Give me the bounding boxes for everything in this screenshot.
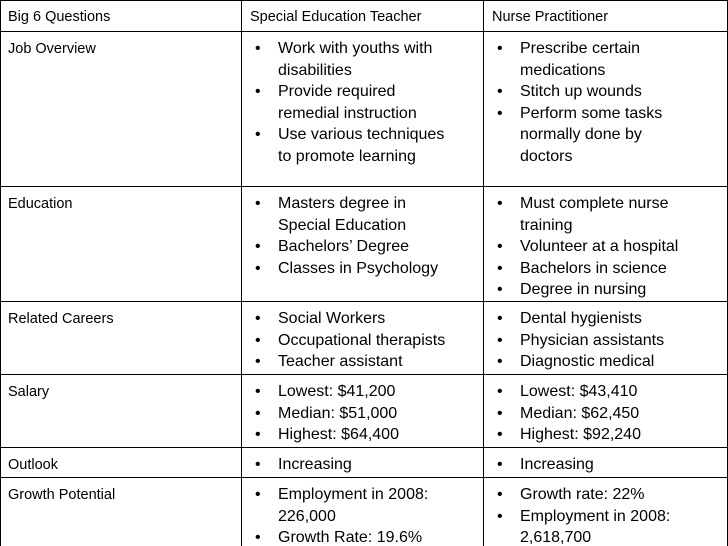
bullet-icon: • — [497, 353, 503, 371]
bullet-icon: • — [255, 383, 261, 400]
bullet-icon: • — [255, 195, 261, 212]
list-item-text: Occupational therapists — [278, 331, 446, 349]
list-item-text: Employment in 2008: 2,618,700 — [520, 507, 671, 546]
teacher-cell — [250, 478, 480, 546]
list-item-text: Increasing — [520, 456, 594, 473]
row-label: Education — [8, 196, 73, 212]
list-item-text: Diagnostic medical — [520, 353, 655, 371]
bullet-icon: • — [255, 331, 261, 349]
bullet-icon: • — [497, 281, 503, 299]
nurse-cell — [492, 302, 724, 373]
bullet-icon: • — [255, 83, 261, 101]
list-item-text: Social Workers — [278, 310, 386, 327]
list-item — [492, 308, 724, 330]
nurse-cell — [492, 32, 724, 168]
bullet-icon: • — [497, 83, 503, 101]
header-special-education-teacher: Special Education Teacher — [250, 9, 422, 25]
row-label: Growth Potential — [8, 487, 116, 503]
nurse-cell — [492, 375, 724, 446]
list-item — [492, 236, 724, 258]
teacher-cell — [250, 187, 480, 279]
list-item — [492, 454, 724, 476]
list-item — [492, 103, 724, 168]
list-item — [250, 236, 480, 258]
row-label: Salary — [8, 384, 50, 400]
bullet-icon: • — [497, 310, 503, 327]
list-item — [250, 527, 480, 546]
header-questions: Big 6 Questions — [8, 9, 111, 25]
list-item — [492, 403, 724, 425]
list-item — [250, 381, 480, 403]
list-item — [492, 484, 724, 506]
list-item-text: Classes in Psychology — [278, 259, 439, 277]
table-row-outlook — [0, 447, 728, 477]
list-item-text: Growth rate: 22% — [520, 486, 645, 503]
bullet-icon: • — [497, 40, 503, 57]
list-item — [250, 330, 480, 352]
bullet-icon: • — [497, 331, 503, 349]
list-item — [492, 330, 724, 352]
list-item-text: Teacher assistant — [278, 353, 403, 371]
list-item-text: Growth Rate: 19.6% — [278, 529, 423, 546]
list-item-text: Highest: $64,400 — [278, 426, 399, 444]
bullet-icon: • — [255, 456, 261, 473]
list-item — [250, 351, 480, 373]
list-item — [492, 38, 724, 81]
teacher-cell — [250, 375, 480, 446]
list-item-text: Masters degree in Special Education — [278, 195, 407, 234]
list-item — [250, 403, 480, 425]
bullet-icon: • — [497, 259, 503, 277]
list-item — [250, 454, 480, 476]
list-item-text: Perform some tasks normally done by doctors — [520, 104, 663, 165]
list-item — [492, 81, 724, 103]
bullet-icon: • — [255, 259, 261, 277]
bullet-icon: • — [497, 195, 503, 212]
nurse-cell — [492, 448, 724, 476]
bullet-icon: • — [497, 456, 503, 473]
bullet-icon: • — [497, 238, 503, 256]
list-item-text: Physician assistants — [520, 331, 665, 349]
list-item-text: Increasing — [278, 456, 352, 473]
bullet-icon: • — [255, 126, 261, 144]
list-item — [492, 424, 724, 446]
list-item-text: Median: $62,450 — [520, 404, 640, 422]
bullet-icon: • — [497, 486, 503, 503]
list-item — [250, 38, 480, 81]
list-item — [492, 193, 724, 236]
table-row-related-careers — [0, 301, 728, 374]
header-row — [0, 0, 728, 31]
table-row-growth-potential — [0, 477, 728, 546]
bullet-icon: • — [255, 353, 261, 371]
list-item — [250, 308, 480, 330]
list-item — [492, 506, 724, 546]
bullet-icon: • — [255, 486, 261, 503]
teacher-cell — [250, 302, 480, 373]
list-item-text: Median: $51,000 — [278, 404, 398, 422]
list-item-text: Highest: $92,240 — [520, 426, 641, 444]
list-item-text: Lowest: $41,200 — [278, 383, 396, 400]
row-label: Job Overview — [8, 41, 96, 57]
row-label: Related Careers — [8, 311, 114, 327]
nurse-cell — [492, 478, 724, 546]
list-item-text: Prescribe certain medications — [520, 40, 641, 79]
list-item-text: Provide required remedial instruction — [278, 83, 417, 122]
row-label: Outlook — [8, 457, 58, 473]
table-row-education — [0, 186, 728, 301]
bullet-icon: • — [255, 426, 261, 444]
list-item-text: Bachelors in science — [520, 259, 667, 277]
list-item — [492, 258, 724, 280]
bullet-icon: • — [255, 238, 261, 256]
bullet-icon: • — [255, 529, 261, 546]
list-item-text: Dental hygienists — [520, 310, 642, 327]
list-item — [492, 381, 724, 403]
bullet-icon: • — [497, 383, 503, 400]
list-item — [492, 351, 724, 373]
list-item-text: Must complete nurse training — [520, 195, 669, 234]
header-nurse-practitioner: Nurse Practitioner — [492, 9, 609, 25]
list-item-text: Use various techniques to promote learning — [278, 126, 445, 165]
list-item-text: Volunteer at a hospital — [520, 238, 679, 256]
bullet-icon: • — [497, 426, 503, 444]
list-item-text: Degree in nursing — [520, 281, 647, 299]
list-item-text: Work with youths with disabilities — [278, 40, 433, 79]
bullet-icon: • — [255, 40, 261, 57]
list-item — [250, 484, 480, 527]
list-item — [250, 81, 480, 124]
bullet-icon: • — [255, 404, 261, 422]
table-row-job-overview — [0, 31, 728, 186]
list-item-text: Stitch up wounds — [520, 83, 642, 101]
bullet-icon: • — [497, 507, 503, 525]
list-item-text: Bachelors’ Degree — [278, 238, 410, 256]
bullet-icon: • — [497, 104, 503, 122]
teacher-cell — [250, 32, 480, 168]
list-item — [250, 193, 480, 236]
teacher-cell — [250, 448, 480, 476]
bullet-icon: • — [497, 404, 503, 422]
list-item — [250, 258, 480, 280]
list-item — [250, 124, 480, 167]
list-item-text: Lowest: $43,410 — [520, 383, 638, 400]
table-row-salary — [0, 374, 728, 447]
list-item — [492, 279, 724, 301]
list-item-text: Employment in 2008: 226,000 — [278, 486, 429, 525]
bullet-icon: • — [255, 310, 261, 327]
list-item — [250, 424, 480, 446]
nurse-cell — [492, 187, 724, 301]
